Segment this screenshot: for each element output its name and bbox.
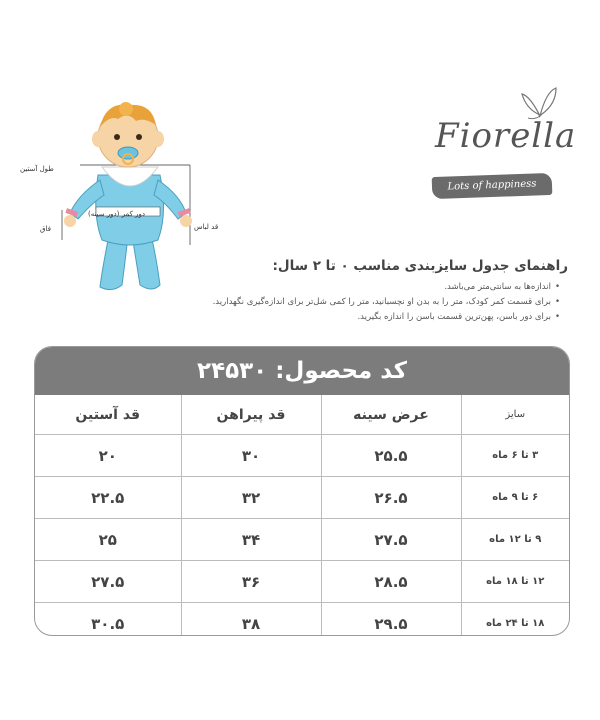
cell-sleeve-length: ۲۵ <box>35 519 181 561</box>
cell-sleeve-length: ۲۲.۵ <box>35 477 181 519</box>
size-table <box>35 395 569 636</box>
cell-size: ۳ تا ۶ ماه <box>461 435 569 477</box>
brand-logo <box>410 80 580 210</box>
guide-note: • برای قسمت کمر کودک، متر را به بدن او نچسبانید، متر را کمی شل‌تر برای اندازه‌گیری نگهدارید. <box>98 295 560 310</box>
table-row <box>35 603 569 637</box>
cell-chest-width: ۲۶.۵ <box>321 477 461 519</box>
cell-garment-length: ۳۴ <box>181 519 321 561</box>
label-garment-length: قد لباس <box>194 223 219 231</box>
cell-size: ۱۲ تا ۱۸ ماه <box>461 561 569 603</box>
cell-size: ۹ تا ۱۲ ماه <box>461 519 569 561</box>
cell-sleeve-length: ۳۰.۵ <box>91 614 125 633</box>
cell-size: ۶ تا ۹ ماه <box>461 477 569 519</box>
brand-tagline: Lots of happiness <box>432 173 553 199</box>
guide-note: • برای دور باسن، پهن‌ترین قسمت باسن را اندازه بگیرید. <box>98 310 560 325</box>
cell-garment-length: ۳۲ <box>181 477 321 519</box>
cell-sleeve-length: ۲۰ <box>35 435 181 477</box>
product-code-value: ۲۴۵۳۰ <box>197 358 268 384</box>
guide-notes-list <box>98 280 568 325</box>
guide-note: • اندازه‌ها به سانتی‌متر می‌باشد. <box>98 280 560 295</box>
cell-size: ۱۸ تا ۲۴ ماه <box>461 603 569 637</box>
label-sleeve-length: طول آستین <box>20 165 54 173</box>
table-row <box>35 477 569 519</box>
size-table-card <box>34 346 570 636</box>
cell-garment-length: ۳۰ <box>181 435 321 477</box>
guide-title: راهنمای جدول سایزبندی مناسب ۰ تا ۲ سال: <box>272 258 568 274</box>
cell-sleeve-length: ۲۷.۵ <box>35 561 181 603</box>
table-row <box>35 561 569 603</box>
cell-chest-width: ۲۵.۵ <box>321 435 461 477</box>
header-garment-length: قد پیراهن <box>181 395 321 435</box>
label-crotch: فاق <box>40 225 51 233</box>
cell-garment-length: ۳۸ <box>181 603 321 637</box>
table-row <box>35 519 569 561</box>
cell-garment-length: ۳۶ <box>181 561 321 603</box>
table-header-row <box>35 395 569 435</box>
size-guide-notes <box>98 258 568 325</box>
cell-chest-width: ۲۸.۵ <box>321 561 461 603</box>
header-sleeve-length: قد آستین <box>35 395 181 435</box>
header-chest-width: عرض سینه <box>321 395 461 435</box>
product-code-label: کد محصول: <box>275 358 407 384</box>
table-row <box>35 435 569 477</box>
label-waist-chest: دور کمر (دور سینه) <box>88 210 145 218</box>
brand-name: Fiorella <box>435 116 577 156</box>
cell-chest-width: ۲۷.۵ <box>321 519 461 561</box>
header-size: سایز <box>461 395 569 435</box>
cell-chest-width: ۲۹.۵ <box>321 603 461 637</box>
product-code-header <box>35 347 569 395</box>
